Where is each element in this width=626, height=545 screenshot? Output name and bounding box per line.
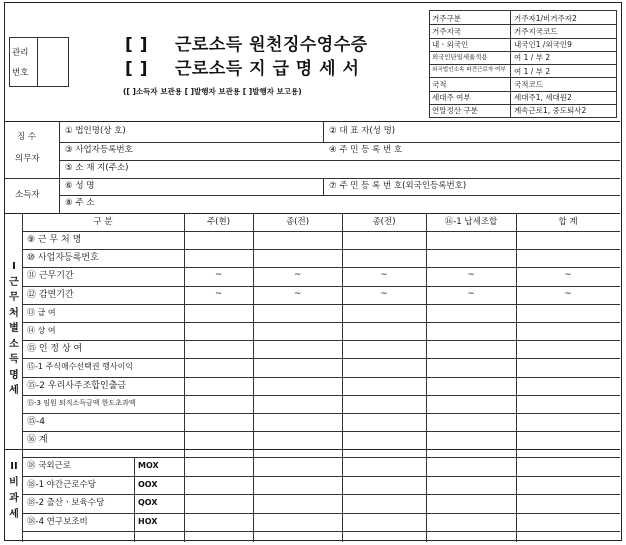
info-row-line <box>430 91 616 92</box>
mgmt-number-box <box>9 37 69 87</box>
info-value: 내국인1 /외국인9 <box>514 40 572 49</box>
grid-line <box>22 340 620 341</box>
info-label: 세대주 여부 <box>432 93 471 102</box>
header-col4: ⑯-1 납세조합 <box>444 217 498 227</box>
nontax-label: ⑱-2 출산ㆍ보육수당 <box>27 498 105 509</box>
info-row-line <box>430 77 616 78</box>
period-tilde: ~ <box>214 288 223 299</box>
section2-label-char: II <box>10 461 18 473</box>
grid-line <box>22 494 620 495</box>
section1-label-char: 명 <box>9 369 19 381</box>
grid-line <box>22 413 620 414</box>
info-row-line <box>430 64 616 65</box>
row-label: ⑮-2 우리사주조합인출금 <box>27 380 127 391</box>
grid-line <box>22 358 620 359</box>
nontax-label: ⑱-1 야간근로수당 <box>27 479 96 490</box>
field-earner-name: ⑥ 성 명 <box>65 181 95 191</box>
nontax-label: ⑱ 국외근로 <box>27 461 72 472</box>
field-location: ⑤ 소 재 지(주소) <box>65 163 129 173</box>
info-value: 세대주1, 세대원2 <box>514 93 572 102</box>
header-col1: 주(현) <box>206 217 231 227</box>
row-label: ⑬ 급 여 <box>27 307 56 317</box>
field-earner-reg-no: ⑦ 주 민 등 록 번 호(외국인등록번호) <box>329 181 467 191</box>
row-label: ⑮-4 <box>27 417 45 427</box>
info-row-line <box>430 24 616 25</box>
grid-line <box>22 249 620 250</box>
resident-info-box <box>429 10 617 118</box>
title-subtitle: ([ ]소득자 보관용 [ ]발행자 보관용 [ ]발행자 보고용) <box>123 87 302 96</box>
title-bracket-1: [ ] <box>125 35 148 55</box>
period-tilde: ~ <box>467 288 475 299</box>
section2-label <box>7 459 21 523</box>
field-business-reg-no: ③ 사업자등록번호 <box>65 145 133 155</box>
grid-line <box>22 457 620 458</box>
header-gubun: 구 분 <box>93 217 113 227</box>
row-label: ⑭ 상 여 <box>27 326 56 335</box>
withholder-label-2: 의무자 <box>15 154 40 164</box>
row-label: ⑩ 사업자등록번호 <box>27 253 99 264</box>
grid-line <box>22 377 620 378</box>
info-label: 내ㆍ외국인 <box>432 40 469 49</box>
info-label: 국적 <box>432 79 447 89</box>
period-tilde: ~ <box>467 270 475 281</box>
section1-label-char: 근 <box>9 276 19 288</box>
grid-line <box>5 449 620 450</box>
grid-line <box>22 513 620 514</box>
period-tilde: ~ <box>564 288 572 299</box>
info-value: 거주지국코드 <box>514 26 558 36</box>
info-label: 거주구분 <box>432 13 461 23</box>
grid-line <box>22 322 620 323</box>
row-label: ⑯ 계 <box>27 435 48 446</box>
row-label: ⑨ 근 무 처 명 <box>27 235 82 245</box>
nontax-code: OOX <box>138 479 158 489</box>
section1-label-char: 별 <box>9 323 19 334</box>
field-company-name: ① 법인명(상 호) <box>65 126 126 136</box>
header-col3: 종(전) <box>372 217 396 227</box>
grid-line <box>22 231 620 232</box>
info-value: 거주자1/비거주자2 <box>514 13 577 23</box>
row-label: ⑮-1 주식매수선택권 행사이익 <box>27 362 134 372</box>
nontax-label: ⑱-4 연구보조비 <box>27 516 88 527</box>
section1-label <box>7 259 21 399</box>
info-label: 연말정산 구분 <box>432 106 478 116</box>
nontax-code: QOX <box>138 498 158 508</box>
info-value: 여 1 / 부 2 <box>514 66 551 76</box>
info-value: 국적코드 <box>514 79 543 89</box>
info-label: 외국인단일세율적용 <box>432 53 488 62</box>
section1-label-char: 무 <box>9 292 19 303</box>
section2-label-char: 과 <box>9 493 19 505</box>
info-row-line <box>430 51 616 52</box>
grid-line <box>22 431 620 432</box>
section1-label-char: 소 <box>9 338 19 350</box>
earner-label: 소득자 <box>15 190 40 200</box>
period-tilde: ~ <box>380 270 388 281</box>
row-label: ⑮ 인 정 상 여 <box>27 344 83 355</box>
header-col5: 합 계 <box>558 217 578 227</box>
grid-line <box>22 531 620 532</box>
grid-line <box>22 267 620 268</box>
mgmt-label-1: 관리 <box>12 48 29 58</box>
row-label: ⑮-3 임원 퇴직소득금액 한도초과액 <box>27 398 136 407</box>
grid-line <box>22 395 620 396</box>
section1-label-char: 득 <box>9 354 19 365</box>
info-value: 여 1 / 부 2 <box>514 53 551 63</box>
grid-line <box>22 304 620 305</box>
title-line-1: 근로소득 원천징수영수증 <box>175 35 368 55</box>
row-label: ⑫ 감면기간 <box>27 289 74 300</box>
grid-line <box>22 476 620 477</box>
section1-label-char: I <box>12 261 16 272</box>
info-row-line <box>430 38 616 39</box>
field-resident-reg-no: ④ 주 민 등 록 번 호 <box>329 145 403 155</box>
section1-label-char: 처 <box>9 307 19 319</box>
title-line-2: 근로소득 지 급 명 세 서 <box>175 59 360 79</box>
period-tilde: ~ <box>293 270 302 281</box>
nontax-code: MOX <box>138 461 159 471</box>
header-col2: 종(전) <box>285 217 310 227</box>
mgmt-label-2: 번호 <box>12 68 29 78</box>
period-tilde: ~ <box>214 270 223 281</box>
period-tilde: ~ <box>564 270 572 281</box>
grid-line <box>22 286 620 287</box>
field-representative: ② 대 표 자(성 명) <box>329 126 396 136</box>
row-label: ⑪ 근무기간 <box>27 271 74 282</box>
field-earner-address: ⑧ 주 소 <box>65 198 95 208</box>
section1-label-char: 세 <box>9 385 19 396</box>
info-label: 거주지국 <box>432 26 461 36</box>
income-grid <box>5 213 620 542</box>
info-label: 외국법인소속 파견근로자 여부 <box>432 66 506 73</box>
period-tilde: ~ <box>380 288 388 299</box>
period-tilde: ~ <box>293 288 302 299</box>
section2-label-char: 비 <box>9 477 19 489</box>
title-bracket-2: [ ] <box>125 59 148 79</box>
info-value: 계속근로1, 중도퇴사2 <box>514 106 587 116</box>
grid-line <box>134 457 135 542</box>
nontax-code: HOX <box>138 516 158 526</box>
section2-label-char: 세 <box>9 509 19 521</box>
tax-form <box>4 2 622 541</box>
withholder-label-1: 징 수 <box>17 132 37 142</box>
info-row-line <box>430 104 616 105</box>
